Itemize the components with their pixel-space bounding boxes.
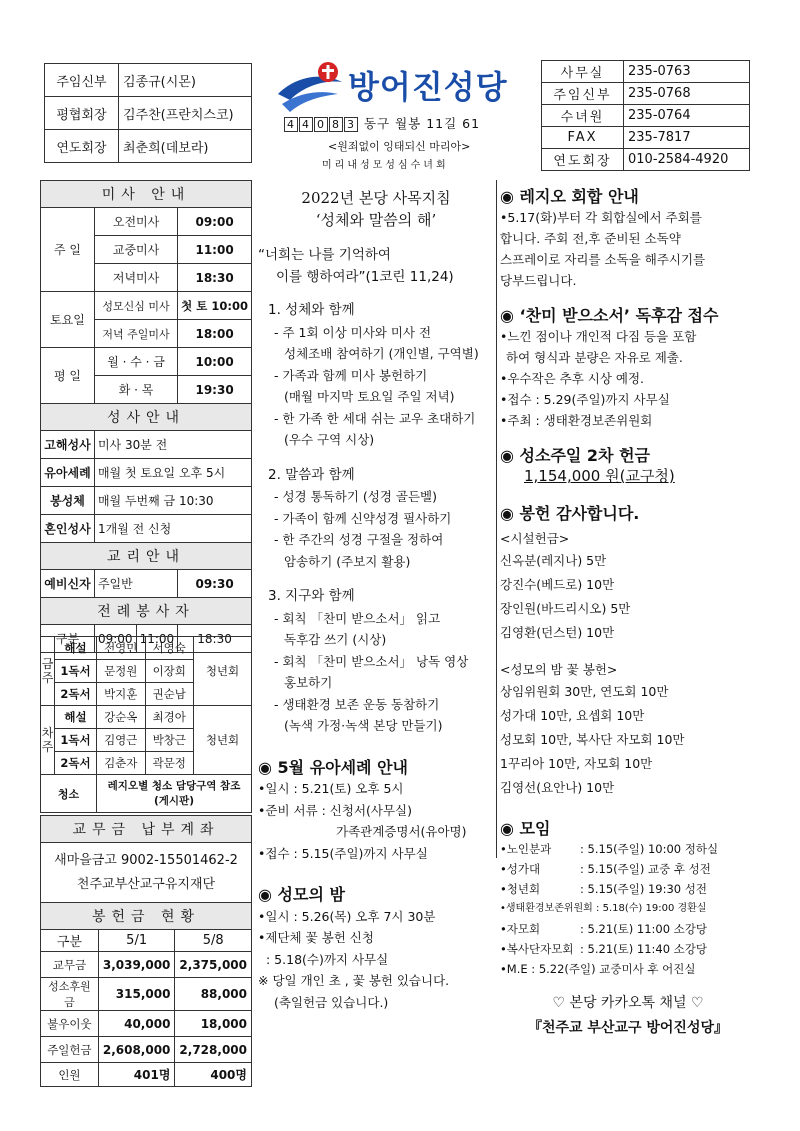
liturgy-section-title: 전례봉사자 [41,598,252,625]
essay-line: 하여 형식과 분량은 자유로 제출. [506,350,683,365]
legio-line: 합니다. 주회 전,후 준비된 소독약 [500,231,681,246]
legio-line: 당부드립니다. [500,273,577,288]
sacrament-name: 혼인성사 [41,515,95,543]
sacrament-info: 미사 30분 전 [94,431,251,459]
cleaning-label: 청소 [41,775,97,813]
meeting-row: •성가대 : 5.15(주일) 교중 후 성전 [500,862,711,876]
flower-line: 김영선(요안나) 10만 [500,780,615,795]
column-divider [496,180,497,858]
meetings-title: ◉ 모임 [500,819,551,838]
guideline-line: - 가족이 함께 신약성경 필사하기 [274,510,452,526]
congregation: 미리내성모성심수녀회 [322,160,449,171]
offering-amount: 2,728,000 [175,1037,252,1063]
next-week-label: 차주 [41,706,55,775]
zip-code: 4 4 0 8 3 [284,116,364,131]
header-leaders-table [44,63,252,163]
night-line: •제단체 꽃 봉헌 신청 [258,930,374,945]
legio-line: •5.17(화)부터 각 회합실에서 주회를 [500,210,702,225]
donor-line: 김영환(던스턴) 10만 [500,625,615,640]
liturgy-role: 1독서 [55,660,97,683]
contact-key: 수녀원 [542,105,624,127]
offering-amount: 18,000 [175,1011,252,1037]
liturgy-role: 2독서 [55,752,97,775]
guideline-line: - 한 주간의 성경 구절을 정하여 [274,532,444,547]
contact-key: 연도회장 [542,149,624,171]
mass-name: 저녁 주일미사 [94,320,177,348]
sacrament-name: 고해성사 [41,431,95,459]
offering-type: 인원 [41,1063,99,1087]
contact-key: 사무실 [542,61,624,83]
baptism-line: •준비 서류 : 신청서(사무실) [258,802,413,818]
contact-phone: 235-0763 [624,61,750,83]
meeting-row: •M.E : 5.22(주일) 교중미사 후 어진실 [500,962,696,976]
address-text: 동구 월봉 11길 61 [363,116,481,131]
sunday-label: 주 일 [41,208,95,292]
quote-line: “너희는 나를 기억하여 [258,247,391,263]
liturgy-head: 09:00 [94,625,136,653]
notice-column [500,186,756,1039]
offering-head: 5/1 [98,930,175,952]
offering-type: 교무금 [41,952,99,978]
leader-value: 최춘희(데보라) [119,130,252,163]
liturgy-role: 해설 [55,637,97,660]
baptism-line: •일시 : 5.21(토) 오후 5시 [258,781,404,796]
meeting-row: •복사단자모회 : 5.21(토) 11:40 소강당 [500,942,707,956]
offering-head: 구분 [41,930,99,952]
doctrine-name: 예비신자 [41,570,95,598]
legio-title: ◉ 레지오 회합 안내 [500,187,639,206]
night-line: ※ 당일 개인 초 , 꽃 봉헌 있습니다. [258,973,450,988]
flower-heading: <성모의 밤 꽃 봉헌> [500,662,618,677]
cleaning-info: 레지오별 청소 담당구역 참조 (게시판) [97,775,252,813]
kakao-channel-name: 『천주교 부산교구 방어진성당』 [527,1020,729,1036]
guideline-line: 독후감 쓰기 (시상) [284,632,387,647]
meeting-row: •생태환경보존위원회 : 5.18(수) 19:00 경환실 [500,903,707,914]
essay-line: •느낀 점이나 개인적 다짐 등을 포함 [500,329,697,344]
church-name: 방어진성당 [348,68,508,106]
leader-key: 연도회장 [45,130,119,163]
offering-type: 불우이웃 [41,1011,99,1037]
night-line: (축일헌금 있습니다.) [274,994,389,1010]
info-sidebar [40,180,252,653]
leader-key: 주임신부 [45,64,119,97]
doctrine-time: 09:30 [178,570,252,598]
liturgy-person: 김영근 [97,729,146,752]
liturgy-person: 문정원 [97,660,146,683]
contact-key: FAX [542,127,624,149]
motto: <원죄없이 잉태되신 마리아> [328,140,471,153]
offering-type: 성소후원금 [41,978,99,1011]
sacrament-section-title: 성사안내 [41,404,252,431]
saturday-label: 토요일 [41,292,95,348]
quote-line: 이를 행하여라”(1코린 11,24) [276,268,454,285]
guideline-line: 성체조배 참여하기 (개인별, 구역별) [284,346,479,361]
flower-line: 1꾸리아 10만, 자모회 10만 [500,756,653,771]
meeting-row: •노인분과 : 5.15(주일) 10:00 정하실 [500,842,719,856]
mass-name: 교중미사 [94,236,177,264]
mass-name: 성모신심 미사 [94,292,177,320]
mass-time: 18:30 [178,264,252,292]
sacrament-name: 유아세례 [41,459,95,487]
offering-type: 주일헌금 [41,1037,99,1063]
offering-amount: 315,000 [98,978,175,1011]
baptism-line: •접수 : 5.15(주일)까지 사무실 [258,845,428,861]
mass-name: 저녁미사 [94,264,177,292]
night-title: ◉ 성모의 밤 [258,885,345,904]
contact-phone: 235-7817 [624,127,750,149]
liturgy-table [40,636,252,813]
liturgy-youth: 청년회 [194,706,252,775]
offering-amount: 40,000 [98,1011,175,1037]
liturgy-person: 강순옥 [97,706,146,729]
sacrament-info: 1개월 전 신청 [94,515,251,543]
contact-phone: 010-2584-4920 [624,149,750,171]
mass-time: 11:00 [178,236,252,264]
essay-line: •우수작은 추후 시상 예정. [500,371,645,386]
essay-title: ◉ ‘찬미 받으소서’ 독후감 접수 [500,306,719,325]
mass-name: 월 · 수 · 금 [94,348,177,376]
doctrine-section-title: 교리안내 [41,543,252,570]
flower-line: 성모회 10만, 복사단 자모회 10만 [500,732,685,747]
kakao-channel: ♡ 본당 카카오톡 채널 ♡ [552,995,704,1011]
liturgy-person: 이장희 [145,660,194,683]
contact-table [541,60,750,171]
guideline-line: - 회칙 「찬미 받으소서」 낭독 영상 [274,653,469,669]
offering-table [40,815,252,1087]
liturgy-person: 권순남 [145,683,194,706]
liturgy-person: 서영숙 [145,637,194,660]
contact-phone: 235-0764 [624,105,750,127]
mass-time: 18:00 [178,320,252,348]
leader-value: 김주찬(프란치스코) [119,97,252,130]
guideline-line: - 생태환경 보존 운동 동참하기 [274,696,440,712]
legio-line: 스프레이로 자리를 소독을 해주시기를 [500,252,706,267]
offering-amount: 88,000 [175,978,252,1011]
donor-line: 신옥분(레지나) 5만 [500,553,607,568]
leader-key: 평협회장 [45,97,119,130]
mass-time: 10:00 [178,348,252,376]
liturgy-person: 김춘자 [97,752,146,775]
guideline-theme: ‘성체와 말씀의 해’ [315,210,437,229]
vocation-title: ◉ 성소주일 2차 헌금 [500,446,650,465]
leader-value: 김종규(시몬) [119,64,252,97]
flower-line: 상임위원회 30만, 연도회 10만 [500,684,669,699]
offering-section-title: 봉헌금 현황 [41,903,252,930]
meeting-row: •자모회 : 5.21(토) 11:00 소강당 [500,922,707,936]
pastoral-guideline-column [258,188,494,1013]
offering-head: 5/8 [175,930,252,952]
thanks-title: ◉ 봉헌 감사합니다. [500,504,640,523]
guideline-heading: 1. 성체와 함께 [268,302,355,318]
liturgy-head: 18:30 [178,625,252,653]
flower-line: 성가대 10만, 요셉회 10만 [500,708,645,723]
essay-line: •접수 : 5.29(주일)까지 사무실 [500,392,670,407]
guideline-line: - 주 1회 이상 미사와 미사 전 [274,324,432,340]
mass-section-title: 미사 안내 [41,181,252,208]
account-info: 새마을금고 9002-15501462-2 천주교부산교구유지재단 [41,843,252,903]
sacrament-info: 매월 두번째 금 10:30 [94,487,251,515]
contact-phone: 235-0768 [624,83,750,105]
sacrament-info: 매월 첫 토요일 오후 5시 [94,459,251,487]
offering-amount: 3,039,000 [98,952,175,978]
offering-amount: 400명 [175,1063,252,1087]
doctrine-class: 주일반 [94,570,177,598]
liturgy-youth: 청년회 [194,637,252,706]
vocation-amount: 1,154,000 원(교구청) [524,467,675,485]
mass-time: 19:30 [178,376,252,404]
mass-name: 오전미사 [94,208,177,236]
baptism-line: 가족관계증명서(유아명) [336,824,467,839]
baptism-title: ◉ 5월 유아세례 안내 [258,757,408,777]
liturgy-role: 1독서 [55,729,97,752]
weekday-label: 평 일 [41,348,95,404]
contact-key: 주임신부 [542,83,624,105]
address [284,114,480,132]
guideline-heading: 3. 지구와 함께 [268,588,355,604]
liturgy-role: 2독서 [55,683,97,706]
guideline-line: (우수 구역 시상) [284,432,375,447]
guideline-line: (매월 마지막 토요일 주일 저녁) [284,389,455,404]
guideline-line: 홍보하기 [284,675,333,690]
facility-heading: <시설헌금> [500,531,570,546]
guideline-line: 암송하기 (주보지 활용) [284,553,411,569]
guideline-line: - 성경 통독하기 (성경 골든벨) [274,489,437,504]
donor-line: 장인원(바드리시오) 5만 [500,601,631,616]
offering-amount: 2,375,000 [175,952,252,978]
liturgy-person: 박지훈 [97,683,146,706]
night-line: : 5.18(수)까지 사무실 [266,951,389,967]
guideline-line: - 가족과 함께 미사 봉헌하기 [274,367,428,383]
liturgy-role: 해설 [55,706,97,729]
liturgy-person: 곽문정 [145,752,194,775]
liturgy-person: 전영민 [97,637,146,660]
guideline-line: - 한 가족 한 세대 쉬는 교우 초대하기 [274,410,476,426]
essay-line: •주최 : 생태환경보존위원회 [500,413,653,428]
guideline-heading: 2. 말씀과 함께 [268,466,355,483]
guideline-line: (녹색 가정·녹색 본당 만들기) [284,718,443,733]
offering-amount: 2,608,000 [98,1037,175,1063]
donor-line: 강진수(베드로) 10만 [500,577,615,592]
mass-time: 09:00 [178,208,252,236]
liturgy-head: 11:00 [136,625,178,653]
liturgy-person: 최경아 [145,706,194,729]
guideline-title: 2022년 본당 사목지침 [301,189,451,207]
guideline-line: - 회칙 「찬미 받으소서」 읽고 [274,610,441,626]
offering-amount: 401명 [98,1063,175,1087]
liturgy-person: 박창근 [145,729,194,752]
liturgy-head: 구분 [41,625,95,653]
account-section-title: 교무금 납부계좌 [41,816,252,843]
sacrament-name: 봉성체 [41,487,95,515]
night-line: •일시 : 5.26(목) 오후 7시 30분 [258,908,436,924]
mass-time: 첫 토 10:00 [178,292,252,320]
this-week-label: 금주 [41,637,55,706]
mass-name: 화 · 목 [94,376,177,404]
meeting-row: •청년회 : 5.15(주일) 19:30 성전 [500,882,707,896]
